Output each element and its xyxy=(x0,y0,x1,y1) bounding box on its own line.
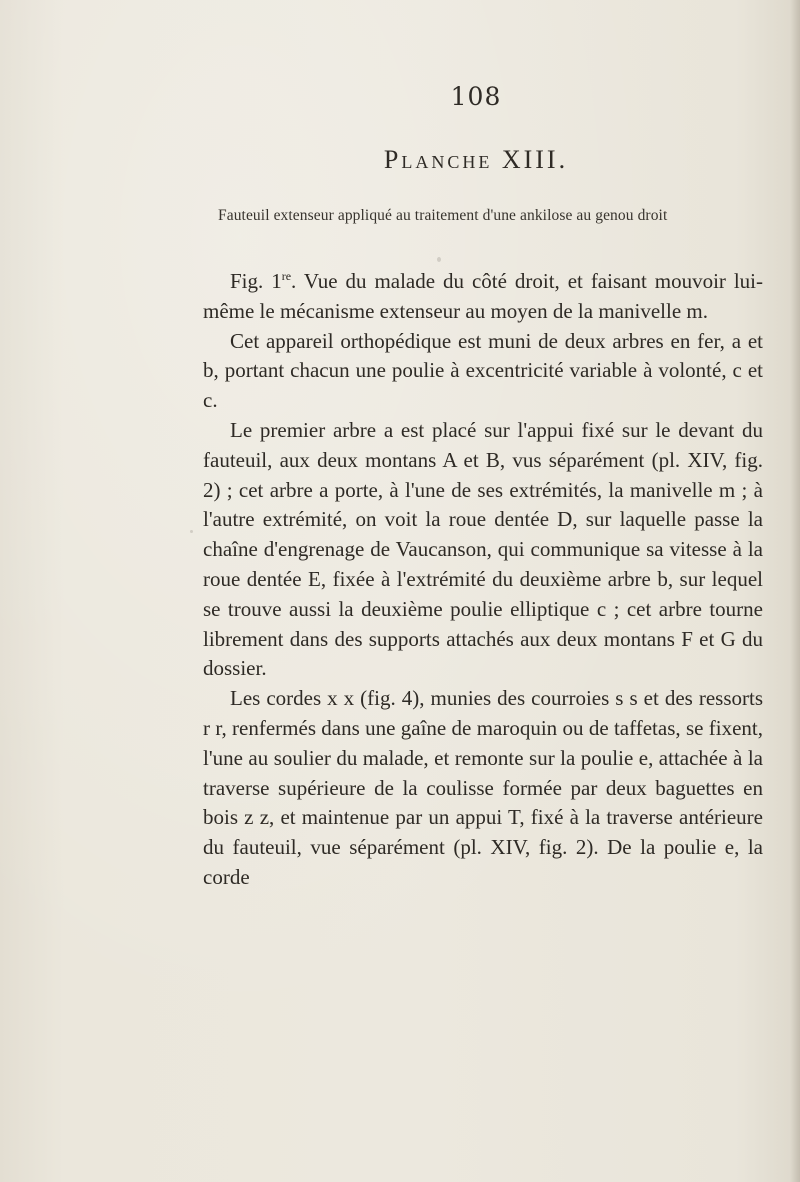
paper-spot xyxy=(437,257,441,262)
paragraph-cords: Les cordes x x (fig. 4), munies des courroies s s et des ressorts r r, renfermés dans une gaîne de maroquin ou de taffetas, se fixent, l'une au soulier du malade, et remonte sur la poulie e, attachée à la traverse supérieure de la coulisse formée par deux baguettes en bois z z, et maintenue par un appui T, fixé à la traverse antérieure du fauteuil, vue séparément (pl. XIV, fig. 2). De la poulie e, la corde xyxy=(203,686,763,889)
paragraph-apparatus: Cet appareil orthopédique est muni de deux arbres en fer, a et b, portant chacun une poulie à excentricité variable à volonté, c et c. xyxy=(203,328,763,413)
fig-label-superscript: re xyxy=(281,269,292,283)
paragraph-fig-1 xyxy=(203,262,763,327)
plate-subtitle: Fauteuil extenseur appliqué au traitement d'une ankilose au genou droit xyxy=(218,207,668,224)
paper-spot xyxy=(190,530,193,533)
fig-label: Fig. 1 xyxy=(230,269,282,293)
page-number: 108 xyxy=(450,82,502,111)
plate-title: Planche XIII. xyxy=(383,145,569,174)
paragraph-first-shaft: Le premier arbre a est placé sur l'appui fixé sur le devant du fauteuil, aux deux montans A et B, vus séparément (pl. XIV, fig. 2) ; cet arbre a porte, à l'une de ses extrémités, la manivelle m ; à l'autre extrémité, on voit la roue dentée D, sur laquelle passe la chaîne d'engrenage de Vaucanson, qui communique sa vitesse à la roue dentée E, fixée à l'extrémité du deuxième arbre b, sur lequel se trouve aussi la deuxième poulie elliptique c ; cet arbre tourne librement dans des supports attachés aux deux montans F et G du dossier. xyxy=(203,417,763,681)
page-edge-shadow xyxy=(790,0,800,1182)
paragraph-text: . Vue du malade du côté droit, et faisant mouvoir lui-même le mécanisme extenseur au moyen de la manivelle m. xyxy=(203,269,763,323)
body-text xyxy=(203,262,763,893)
